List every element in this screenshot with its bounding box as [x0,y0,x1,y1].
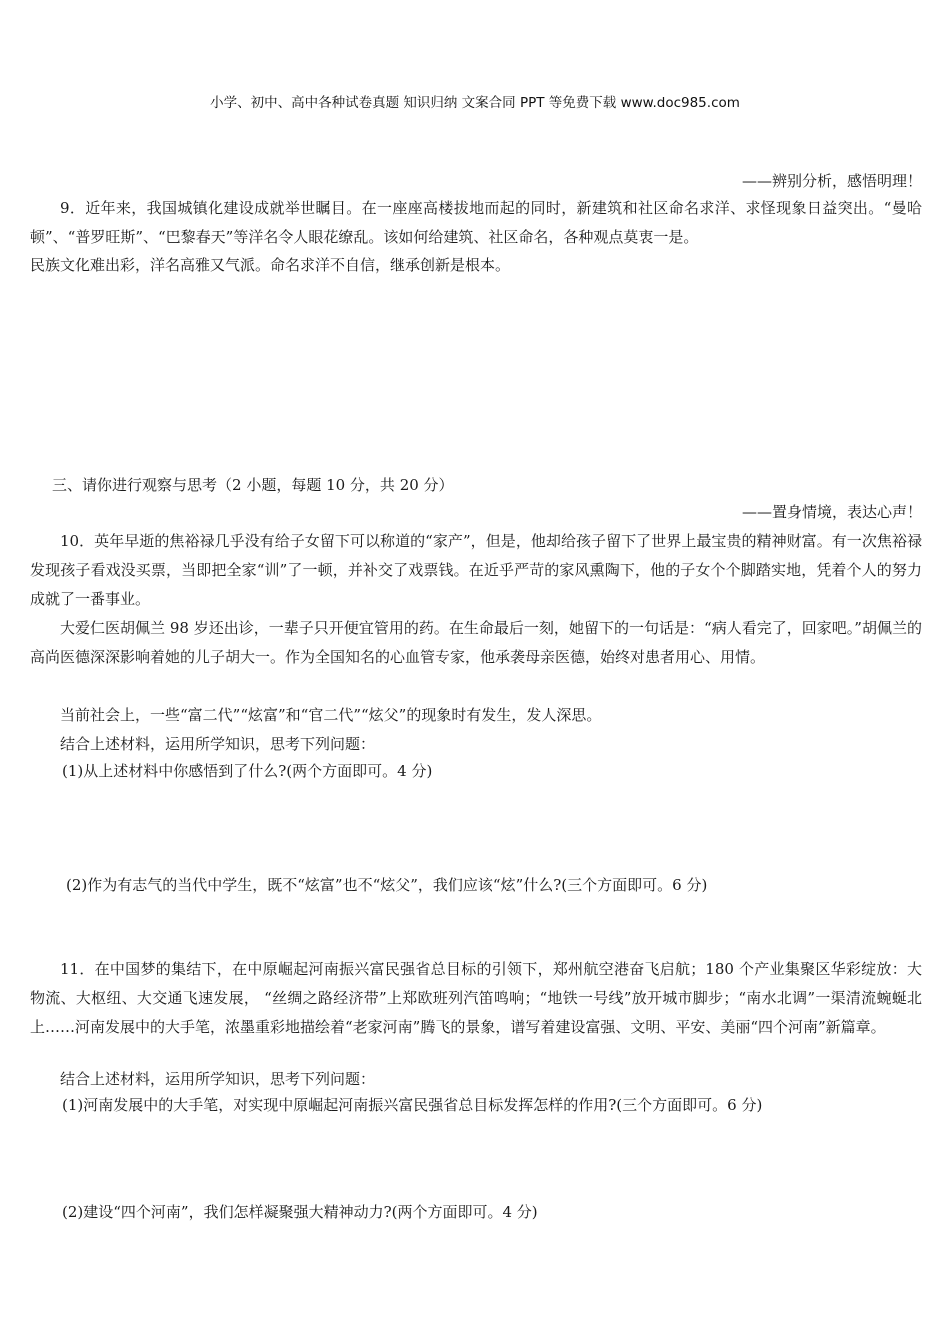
section3-motto: ——置身情境，表达心声！ [741,503,922,521]
q9-text: 9．近年来，我国城镇化建设成就举世瞩目。在一座座高楼拔地而起的同时，新建筑和社区命名求洋、求怪现象日益突出。“曼哈顿”、“普罗旺斯”、“巴黎春天”等洋名令人眼花缭乱。该如何给建筑、社区命名，各种观点莫衷一是。 [30,199,922,246]
q10-subquestion-1: (1)从上述材料中你感悟到了什么?(两个方面即可。4 分) [62,762,433,780]
q10-paragraph-3: 当前社会上，一些“富二代”“炫富”和“官二代”“炫父”的现象时有发生，发人深思。 [60,706,602,724]
q9-motto: ——辨别分析，感悟明理！ [741,172,922,190]
q9-quote: 民族文化难出彩，洋名高雅又气派。命名求洋不自信，继承创新是根本。 [30,256,511,274]
q11-subquestion-1: (1)河南发展中的大手笔，对实现中原崛起河南振兴富民强省总目标发挥怎样的作用?(三个方面即可。6 分) [62,1096,763,1114]
section3-title: 三、请你进行观察与思考（2 小题，每题 10 分，共 20 分） [52,476,454,494]
q10-subquestion-2: (2)作为有志气的当代中学生，既不“炫富”也不“炫父”，我们应该“炫”什么?(三个方面即可。6 分) [66,876,708,894]
q10-instruction: 结合上述材料，运用所学知识，思考下列问题： [60,735,376,753]
q10-paragraph-2: 大爱仁医胡佩兰 98 岁还出诊，一辈子只开便宜管用的药。在生命最后一刻，她留下的一句话是：“病人看完了，回家吧。”胡佩兰的高尚医德深深影响着她的儿子胡大一。作为全国知名的心血管专家，他承袭母亲医德，始终对患者用心、用情。 [30,619,922,666]
q11-paragraph-1: 11．在中国梦的集结下，在中原崛起河南振兴富民强省总目标的引领下，郑州航空港奋飞启航；180 个产业集聚区华彩绽放：大物流、大枢纽、大交通飞速发展， “丝绸之路经济带”上郑欧班列汽笛鸣响；“地铁一号线”放开城市脚步；“南水北调”一渠清流蜿蜒北上……河南发展中的大手笔，浓墨重彩地描绘着“老家河南”腾飞的景象，谱写着建设富强、文明、平安、美丽“四个河南”新篇章。 [30,960,922,1036]
q11-subquestion-2: (2)建设“四个河南”，我们怎样凝聚强大精神动力?(两个方面即可。4 分) [62,1203,538,1221]
q11-instruction: 结合上述材料，运用所学知识，思考下列问题： [60,1070,376,1088]
q10-paragraph-1: 10．英年早逝的焦裕禄几乎没有给子女留下可以称道的“家产”，但是，他却给孩子留下了世界上最宝贵的精神财富。有一次焦裕禄发现孩子看戏没买票，当即把全家“训”了一顿，并补交了戏票钱。在近乎严苛的家风熏陶下，他的子女个个脚踏实地，凭着个人的努力成就了一番事业。 [30,532,922,608]
page-header: 小学、初中、高中各种试卷真题 知识归纳 文案合同 PPT 等免费下载 www.doc985.com [210,95,740,111]
